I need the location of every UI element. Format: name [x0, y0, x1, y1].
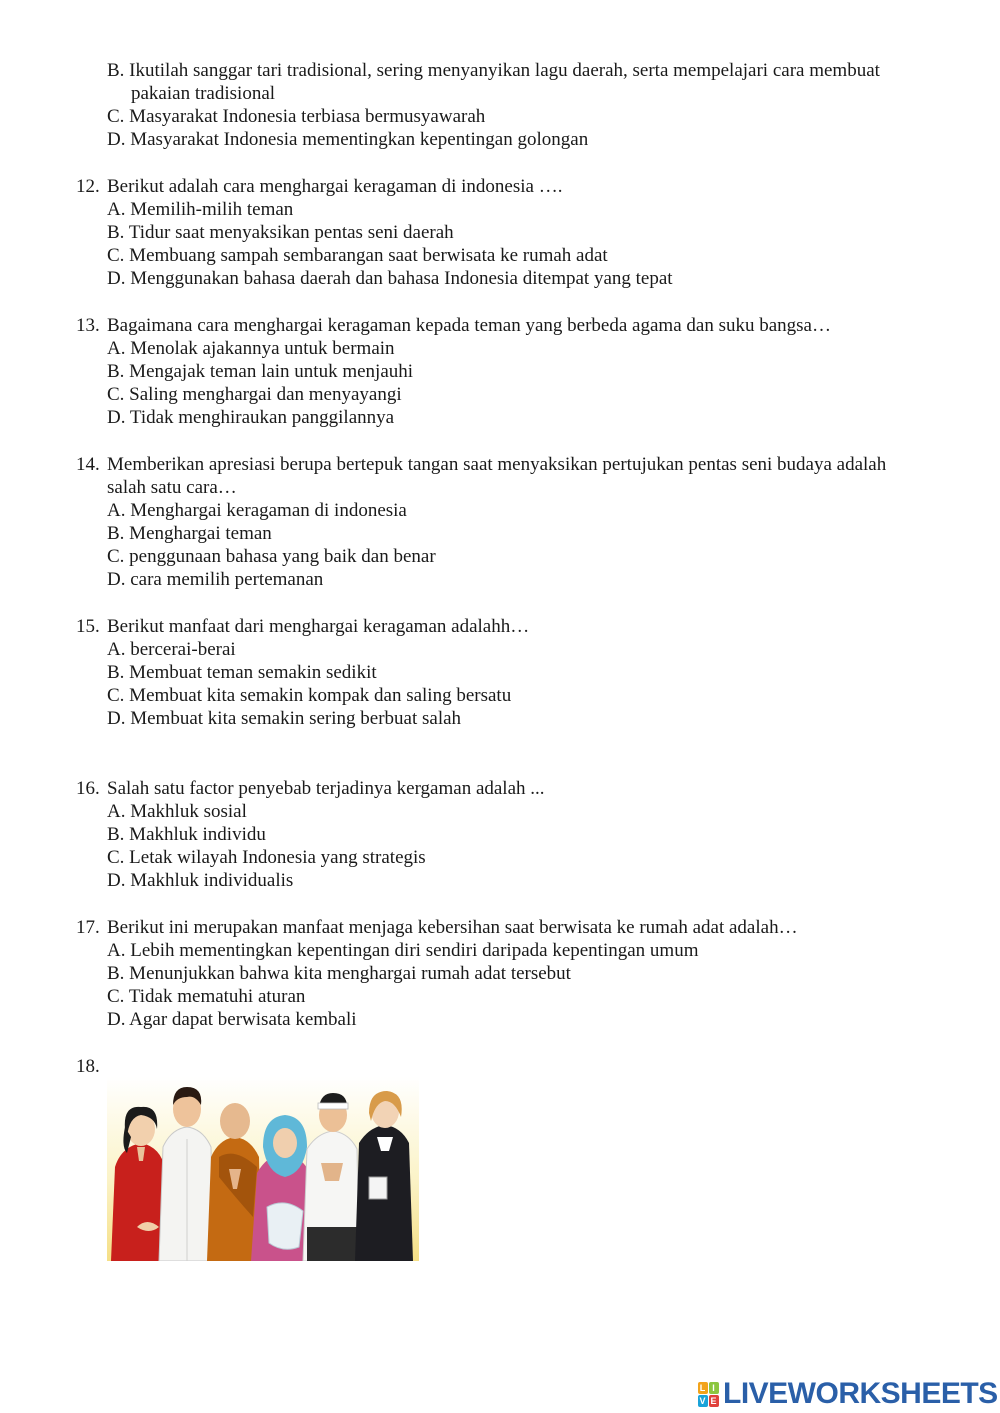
- option-d[interactable]: D. Menggunakan bahasa daerah dan bahasa Indonesia ditempat yang tepat: [107, 268, 673, 289]
- q11-option-c[interactable]: C. Masyarakat Indonesia terbiasa bermusyawarah: [107, 106, 486, 127]
- option-d[interactable]: D. Membuat kita semakin sering berbuat salah: [107, 708, 462, 729]
- question-text: Berikut manfaat dari menghargai keragaman adalahh…: [107, 616, 530, 637]
- logo-mark-icon: [697, 1381, 719, 1407]
- option-b[interactable]: B. Makhluk individu: [107, 824, 266, 845]
- option-c[interactable]: C. Membuat kita semakin kompak dan saling bersatu: [107, 685, 512, 706]
- logo-mark-letter: V: [699, 1395, 706, 1406]
- option-b[interactable]: B. Membuat teman semakin sedikit: [107, 662, 377, 683]
- option-c[interactable]: C. Tidak mematuhi aturan: [107, 986, 306, 1007]
- option-c[interactable]: C. penggunaan bahasa yang baik dan benar: [107, 546, 436, 567]
- option-c[interactable]: C. Saling menghargai dan menyayangi: [107, 384, 402, 405]
- question-text: Bagaimana cara menghargai keragaman kepada teman yang berbeda agama dan suku bangsa…: [107, 315, 831, 336]
- q11-option-b-line2[interactable]: pakaian tradisional: [131, 83, 276, 104]
- logo-text: LIVEWORKSHEETS: [723, 1377, 998, 1410]
- question-text-line2: salah satu cara…: [107, 477, 237, 498]
- option-b[interactable]: B. Mengajak teman lain untuk menjauhi: [107, 361, 414, 382]
- logo-mark-letter: E: [710, 1395, 717, 1406]
- question-text: Memberikan apresiasi berupa bertepuk tangan saat menyaksikan pertujukan pentas seni budaya adalah: [107, 454, 887, 475]
- option-a[interactable]: A. Makhluk sosial: [107, 801, 247, 822]
- option-a[interactable]: A. Memilih-milih teman: [107, 199, 294, 220]
- option-a[interactable]: A. Lebih mementingkan kepentingan diri sendiri daripada kepentingan umum: [107, 940, 699, 961]
- option-c[interactable]: C. Letak wilayah Indonesia yang strategis: [107, 847, 426, 868]
- question-number: 13.: [76, 315, 100, 336]
- option-d[interactable]: D. Agar dapat berwisata kembali: [107, 1009, 357, 1030]
- option-a[interactable]: A. Menghargai keragaman di indonesia: [107, 500, 407, 521]
- option-d[interactable]: D. Makhluk individualis: [107, 870, 294, 891]
- question-text: Berikut adalah cara menghargai keragaman di indonesia ….: [107, 176, 563, 197]
- question-text: Berikut ini merupakan manfaat menjaga kebersihan saat berwisata ke rumah adat adalah…: [107, 917, 798, 938]
- q11-option-d[interactable]: D. Masyarakat Indonesia mementingkan kepentingan golongan: [107, 129, 589, 150]
- option-b[interactable]: B. Menghargai teman: [107, 523, 272, 544]
- logo-mark-letter: L: [698, 1382, 708, 1394]
- question-text: Salah satu factor penyebab terjadinya kergaman adalah ...: [107, 778, 545, 799]
- question-number: 14.: [76, 454, 100, 475]
- option-d[interactable]: D. cara memilih pertemanan: [107, 569, 324, 590]
- option-c[interactable]: C. Membuang sampah sembarangan saat berwisata ke rumah adat: [107, 245, 608, 266]
- q11-option-b-line1[interactable]: B. Ikutilah sanggar tari tradisional, sering menyanyikan lagu daerah, serta mempelajari cara membuat: [107, 60, 880, 81]
- diverse-people-illustration: [107, 1077, 419, 1261]
- liveworksheets-logo[interactable]: [697, 1377, 998, 1411]
- question-number: 16.: [76, 778, 100, 799]
- question-number: 15.: [76, 616, 100, 637]
- option-d[interactable]: D. Tidak menghiraukan panggilannya: [107, 407, 395, 428]
- option-a[interactable]: A. Menolak ajakannya untuk bermain: [107, 338, 395, 359]
- logo-mark-letter: I: [709, 1382, 719, 1394]
- option-b[interactable]: B. Menunjukkan bahwa kita menghargai rumah adat tersebut: [107, 963, 571, 984]
- question-number: 18.: [76, 1056, 100, 1077]
- option-a[interactable]: A. bercerai-berai: [107, 639, 236, 660]
- question-number: 12.: [76, 176, 100, 197]
- question-number: 17.: [76, 917, 100, 938]
- option-b[interactable]: B. Tidur saat menyaksikan pentas seni daerah: [107, 222, 454, 243]
